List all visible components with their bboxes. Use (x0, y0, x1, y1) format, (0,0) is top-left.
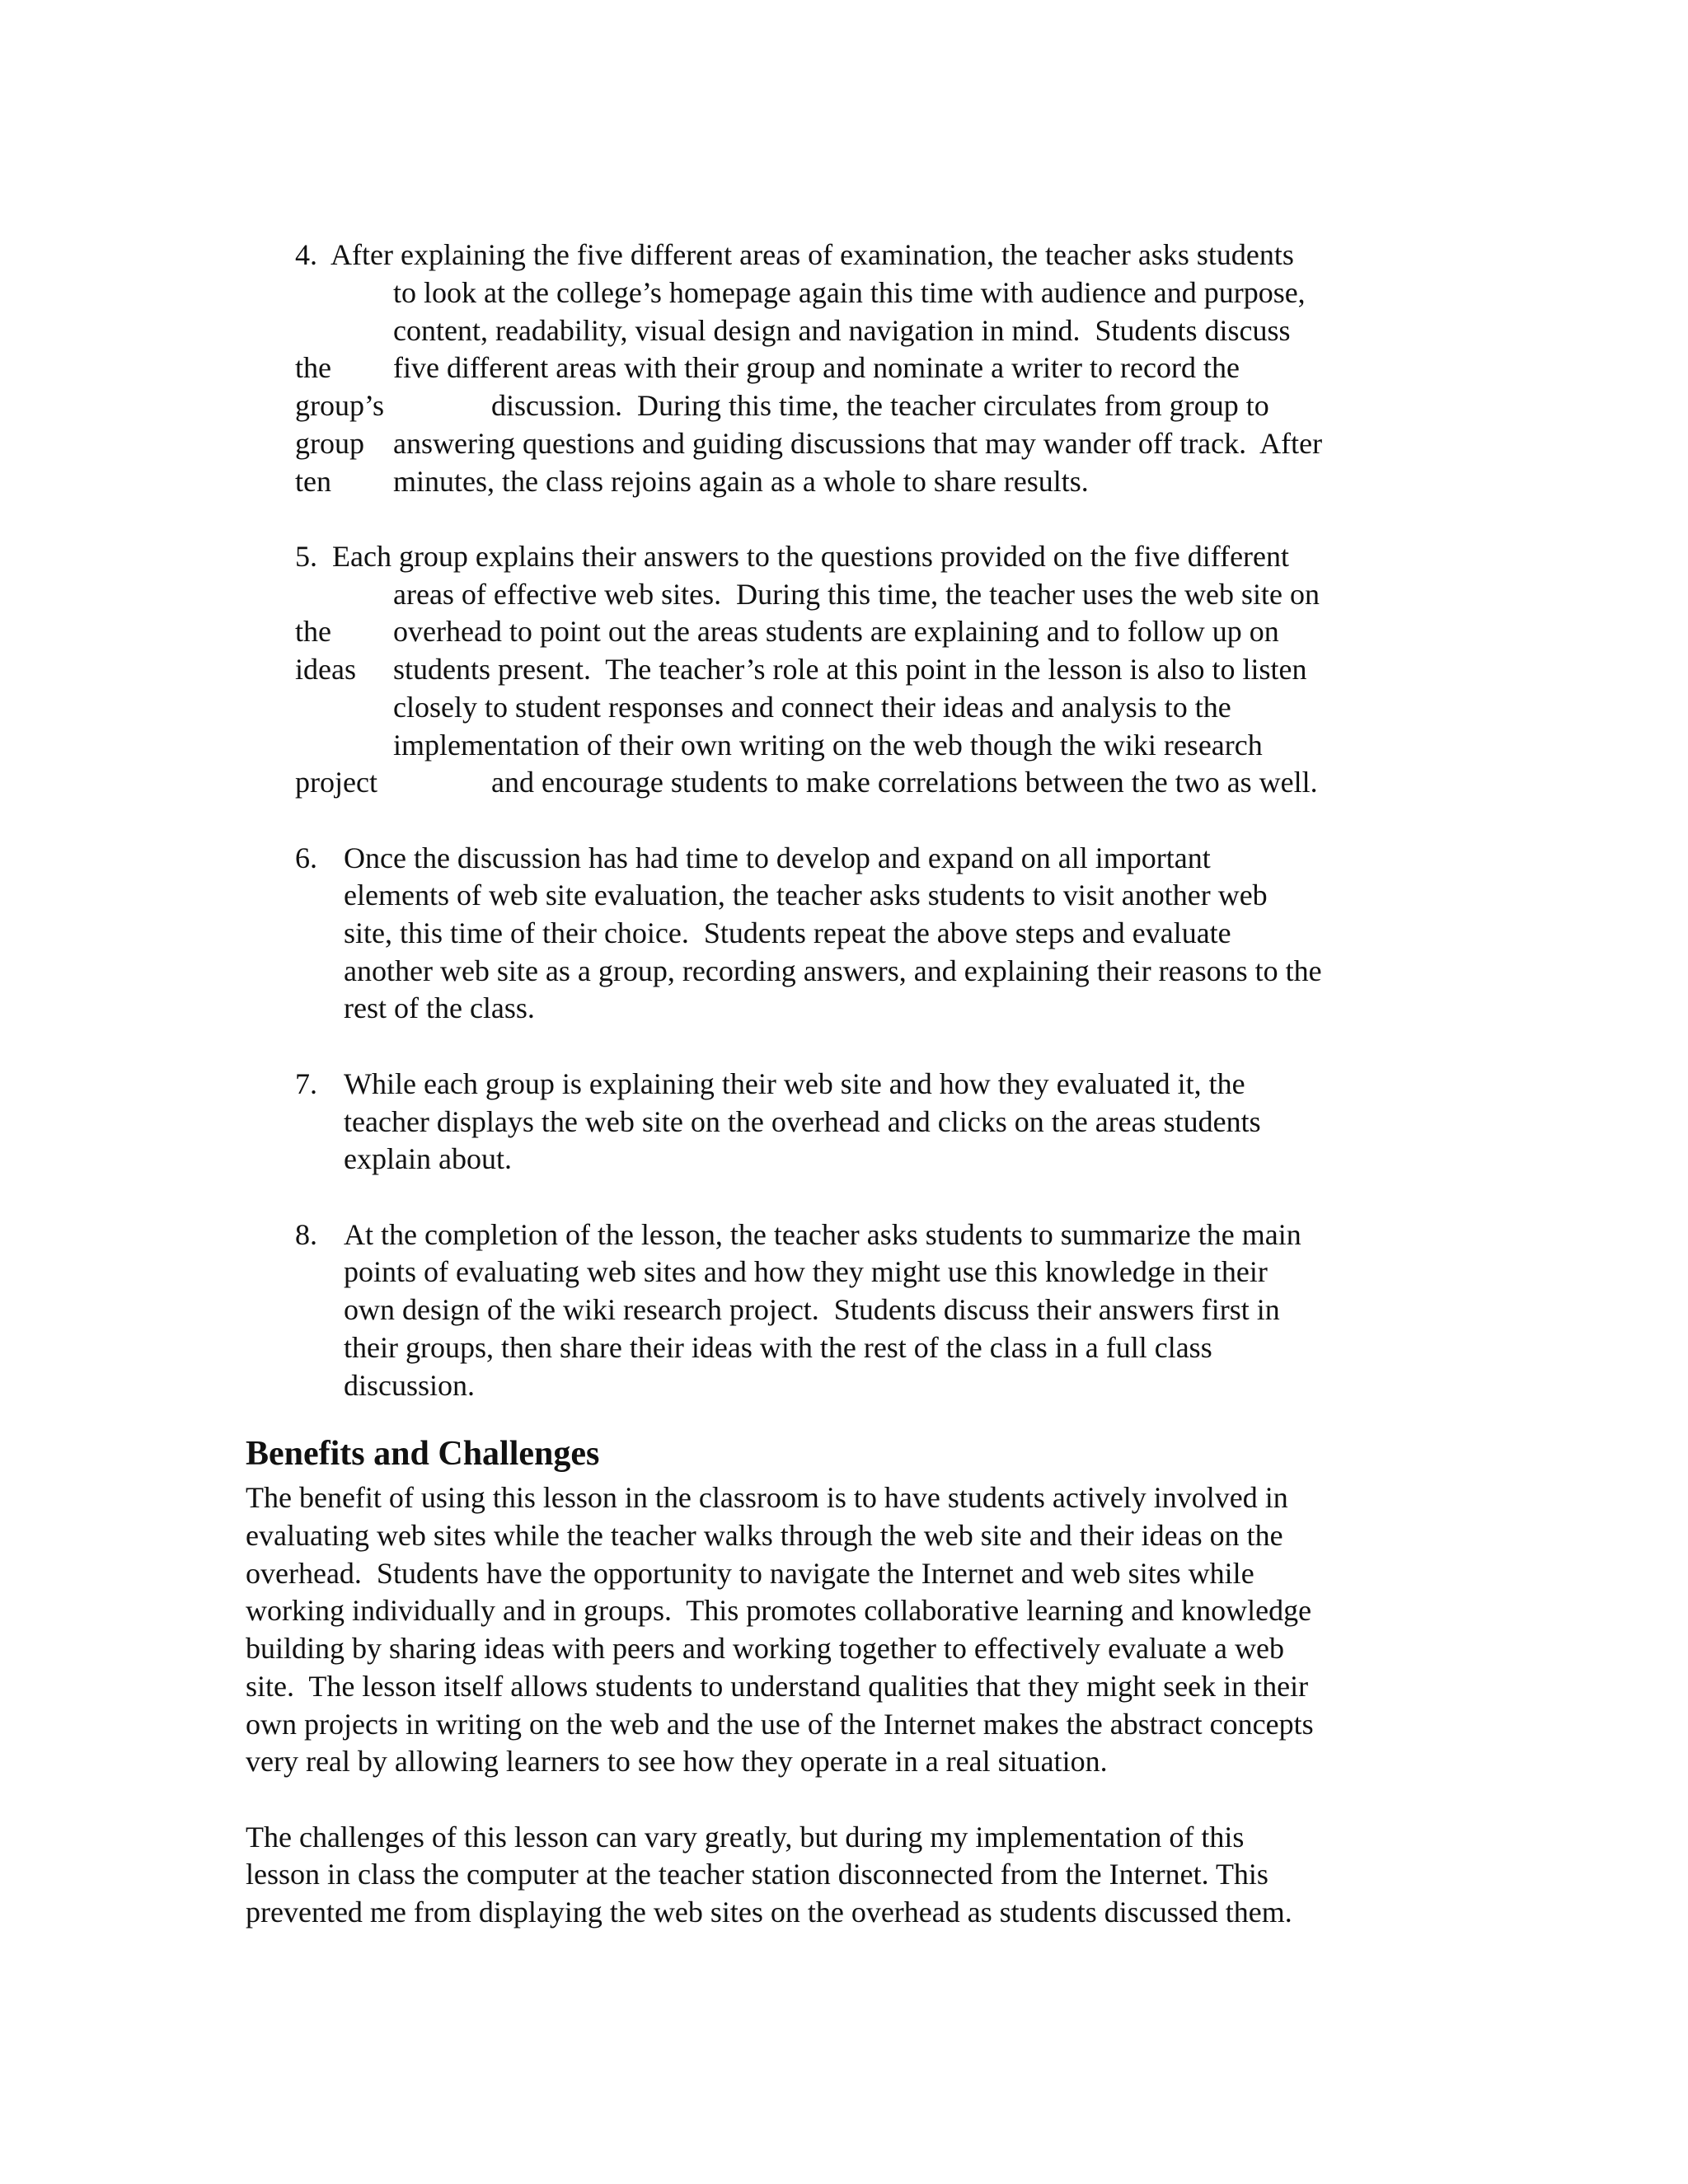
paragraph-1-line: very real by allowing learners to see how they operate in a real situation. (246, 1745, 1108, 1778)
step-5-line-3-word: the (295, 615, 331, 648)
paragraph-1-line: evaluating web sites while the teacher walks through the web site and their ideas on the (246, 1519, 1283, 1552)
paragraph-1-line: The benefit of using this lesson in the classroom is to have students actively involved in (246, 1481, 1288, 1514)
step-4-line-6-word: group (295, 427, 364, 460)
step-5-line-7-word: project (295, 766, 377, 799)
step-6-line-2: elements of web site evaluation, the teacher asks students to visit another web (344, 879, 1268, 912)
step-4-line-5: discussion. During this time, the teacher circulates from group to (491, 389, 1269, 422)
paragraph-2-line: lesson in class the computer at the teacher station disconnected from the Internet. This (246, 1858, 1268, 1891)
paragraph-1-line: site. The lesson itself allows students to understand qualities that they might seek in their (246, 1670, 1309, 1703)
step-4-line-4: five different areas with their group and nominate a writer to record the (393, 351, 1240, 384)
paragraph-1-line: own projects in writing on the web and the use of the Internet makes the abstract concepts (246, 1708, 1314, 1741)
paragraph-1-line: working individually and in groups. This promotes collaborative learning and knowledge (246, 1594, 1312, 1627)
step-8-line-4: their groups, then share their ideas with the rest of the class in a full class (344, 1331, 1212, 1364)
step-5-line-2: areas of effective web sites. During this time, the teacher uses the web site on (393, 578, 1320, 611)
paragraph-2-line: prevented me from displaying the web sites on the overhead as students discussed them. (246, 1896, 1292, 1929)
step-8-line-3: own design of the wiki research project. Students discuss their answers first in (344, 1293, 1280, 1326)
step-5-line-4: students present. The teacher’s role at this point in the lesson is also to listen (393, 653, 1307, 686)
step-5-line-3: overhead to point out the areas students are explaining and to follow up on (393, 615, 1279, 648)
step-6-line-5: rest of the class. (344, 991, 535, 1024)
step-4-line-2: to look at the college’s homepage again this time with audience and purpose, (393, 276, 1306, 309)
step-8-line-2: points of evaluating web sites and how they might use this knowledge in their (344, 1255, 1268, 1288)
section-heading: Benefits and Challenges (246, 1435, 600, 1473)
step-4-line-7: minutes, the class rejoins again as a whole to share results. (393, 465, 1089, 498)
paragraph-1-line: building by sharing ideas with peers and working together to effectively evaluate a web (246, 1632, 1284, 1665)
step-7-line-2: teacher displays the web site on the overhead and clicks on the areas students (344, 1105, 1261, 1138)
step-7-line-1: While each group is explaining their web site and how they evaluated it, the (344, 1067, 1245, 1100)
step-5-line-5: closely to student responses and connect their ideas and analysis to the (393, 691, 1231, 724)
step-8-number: 8. (295, 1218, 317, 1251)
step-4-line-5-word: group’s (295, 389, 384, 422)
step-8-line-1: At the completion of the lesson, the teacher asks students to summarize the main (344, 1218, 1301, 1251)
step-6-line-3: site, this time of their choice. Students repeat the above steps and evaluate (344, 916, 1231, 949)
step-5-line-7: and encourage students to make correlations between the two as well. (491, 766, 1318, 799)
step-6-line-4: another web site as a group, recording answers, and explaining their reasons to the (344, 954, 1322, 987)
paragraph-2-line: The challenges of this lesson can vary greatly, but during my implementation of this (246, 1821, 1245, 1854)
step-5-line-6: implementation of their own writing on the web though the wiki research (393, 729, 1263, 762)
step-4-line-1: 4. After explaining the five different areas of examination, the teacher asks students (295, 238, 1294, 271)
step-4-line-4-word: the (295, 351, 331, 384)
step-5-line-1: 5. Each group explains their answers to the questions provided on the five different (295, 540, 1290, 573)
step-4-line-7-word: ten (295, 465, 331, 498)
step-7-number: 7. (295, 1067, 317, 1100)
step-4-line-6: answering questions and guiding discussions that may wander off track. After (393, 427, 1323, 460)
step-5-line-4-word: ideas (295, 653, 356, 686)
step-6-line-1: Once the discussion has had time to develop and expand on all important (344, 841, 1211, 874)
step-8-line-5: discussion. (344, 1369, 476, 1402)
step-7-line-3: explain about. (344, 1142, 512, 1175)
paragraph-1-line: overhead. Students have the opportunity to navigate the Internet and web sites while (246, 1557, 1254, 1590)
step-6-number: 6. (295, 841, 317, 874)
step-4-line-3: content, readability, visual design and navigation in mind. Students discuss (393, 314, 1291, 347)
